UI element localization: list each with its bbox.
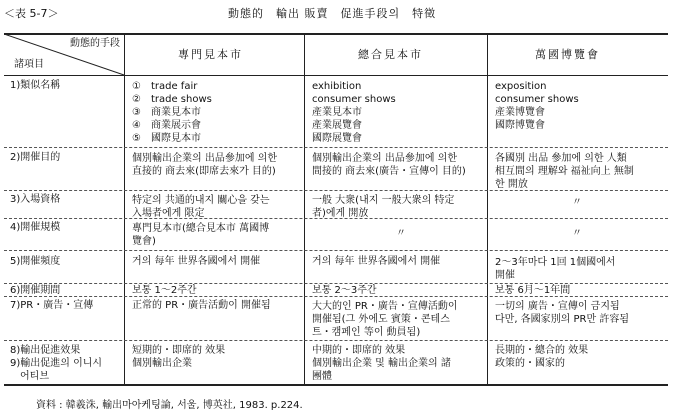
column-divider-3 [487,34,488,384]
column-header-world-expo: 萬國博覽會 [535,48,600,61]
table-title: 動態的 輸出 販賣 促進手段의 特徵 [228,7,437,20]
column-divider-2 [304,34,305,384]
cell-effect-specialized: 短期的・即席的 效果 個別輸出企業 [132,345,226,369]
cell-scale-expo: 〃 [572,228,582,239]
column-header-general-fair: 總合見本市 [358,48,423,61]
cell-similar-names-expo: exposition consumer shows 產業博覽會 國際博覽會 [495,81,579,131]
cell-pr-expo: 一切의 廣告・宣傳이 금지됨 다만, 各國家別의 PR만 許容됨 [495,301,629,325]
row-label-pr: 7)PR・廣告・宣傳 [10,300,94,311]
column-divider-1 [124,34,125,384]
cell-purpose-general: 個別輸出企業의 出品參加에 의한 間接的 商去來(廣告・宣傳이 目的) [312,153,466,177]
row-label-admission: 3)入場資格 [10,194,61,205]
cell-scale-specialized: 專門見本市(總合見本市 萬國博 覽會) [132,223,270,247]
header-diagonal-bottom-label: 諸項目 [14,59,44,70]
cell-admission-specialized: 特定의 共通的내지 關心을 갖는 入場者에게 限定 [132,195,270,219]
cell-purpose-expo: 各國別 出品 參加에 의한 人類 相互間의 理解와 福祉向上 無制 한 開放 [495,153,634,190]
row-label-duration: 6)開催期間 [10,285,61,296]
cell-scale-general: 〃 [396,228,406,239]
cell-duration-expo: 보통 6月～1年間 [495,285,571,296]
row-separator [4,340,668,341]
cell-frequency-general: 거의 每年 世界各國에서 開催 [312,256,441,267]
cell-similar-names-specialized: ① trade fair ② trade shows ③ 商業見本市 ④ 商業展示會 ⑤ 國際見本市 [132,81,212,144]
cell-pr-specialized: 正常的 PR・廣告活動이 開催됨 [132,300,271,311]
row-label-frequency: 5)開催頻度 [10,256,61,267]
row-separator [4,250,668,251]
table-number: ＜表 5-7＞ [4,7,59,20]
table-bottom-border [4,384,668,386]
cell-effect-general: 中期的・即席的 效果 個別輸出企業 및 輸出企業의 諸 團體 [312,345,451,382]
row-separator [4,147,668,148]
header-diagonal-top-label: 動態的手段 [70,38,120,49]
cell-purpose-specialized: 個別輸出企業의 出品參加에 의한 直接的 商去來(即席去來가 目的) [132,153,277,177]
cell-admission-expo: 〃 [572,197,582,208]
column-header-specialized-fair: 專門見本市 [178,48,243,61]
cell-frequency-specialized: 거의 每年 世界各國에서 開催 [132,256,261,267]
cell-similar-names-general: exhibition consumer shows 產業見本市 產業展覽會 國際展覽會 [312,81,396,144]
row-label-effect-initiative: 8)輸出促進效果 9)輸出促進의 이니시 어티브 [10,345,103,382]
row-label-similar-names: 1)類似名稱 [10,80,61,91]
source-note: 資料 : 韓羲洙, 輸出마아케팅論, 서울, 博英社, 1983. p.224. [36,400,303,411]
cell-admission-general: 一般 大衆(내지 一般大衆의 特定 者)에게 開放 [312,195,455,219]
cell-effect-expo: 長期的・總合的 效果 政策的・國家的 [495,345,589,369]
row-label-purpose: 2)開催目的 [10,152,61,163]
cell-duration-specialized: 보통 1～2주간 [132,285,197,296]
row-separator [4,283,668,284]
cell-duration-general: 보통 2～3주간 [312,285,377,296]
cell-frequency-expo: 2～3年마다 1回 1個國에서 開催 [495,257,616,281]
cell-pr-general: 大大的인 PR・廣告・宣傳活動이 開催됨(그 外에도 賓策・콘테스 트・캠페인 等이 動員됨) [312,301,458,338]
row-label-scale: 4)開催規模 [10,222,61,233]
